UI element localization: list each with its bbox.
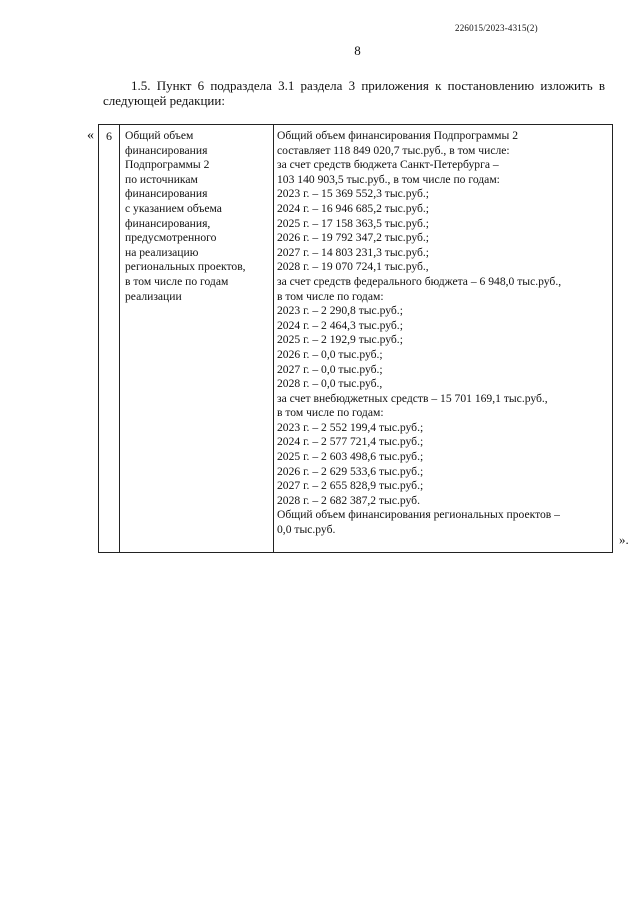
value-line: в том числе по годам: — [277, 289, 384, 303]
value-line: 2028 г. – 19 070 724,1 тыс.руб., — [277, 260, 429, 274]
label-line: реализации — [125, 289, 182, 303]
value-line: в том числе по годам: — [277, 406, 384, 420]
closing-quote-mark: ». — [619, 532, 629, 547]
table-row — [99, 125, 613, 553]
value-line: 2025 г. – 17 158 363,5 тыс.руб.; — [277, 216, 429, 230]
value-line: 2026 г. – 2 629 533,6 тыс.руб.; — [277, 464, 424, 478]
amendment-intro-paragraph: 1.5. Пункт 6 подраздела 3.1 раздела 3 приложения к постановлению изложить в следующей редакции: — [103, 78, 605, 108]
label-line: Общий объем — [125, 129, 194, 142]
value-line: за счет средств федерального бюджета – 6 948,0 тыс.руб., — [277, 274, 562, 288]
value-line: Общий объем финансирования Подпрограммы 2 — [277, 129, 519, 142]
row-number-cell: 6 — [99, 125, 120, 553]
value-line: 2026 г. – 0,0 тыс.руб.; — [277, 347, 383, 361]
value-line: 2024 г. – 2 464,3 тыс.руб.; — [277, 318, 403, 332]
value-line: 2028 г. – 0,0 тыс.руб., — [277, 377, 383, 391]
label-line: финансирования, — [125, 216, 211, 230]
value-line: 2027 г. – 14 803 231,3 тыс.руб.; — [277, 245, 429, 259]
value-line: за счет средств бюджета Санкт-Петербурга – — [277, 158, 499, 172]
value-line: составляет 118 849 020,7 тыс.руб., в том числе: — [277, 143, 510, 157]
page-number: 8 — [354, 43, 361, 58]
financing-table — [98, 124, 613, 553]
document-registration-number: 226015/2023-4315(2) — [455, 23, 538, 33]
row-value-cell — [274, 125, 613, 553]
value-line: 2023 г. – 2 290,8 тыс.руб.; — [277, 304, 403, 318]
value-line: за счет внебюджетных средств – 15 701 169,1 тыс.руб., — [277, 391, 548, 405]
label-line: региональных проектов, — [125, 260, 246, 274]
label-line: Подпрограммы 2 — [125, 158, 210, 172]
value-line: 0,0 тыс.руб. — [277, 523, 336, 537]
label-line: финансирования — [125, 143, 208, 157]
label-line: по источникам — [125, 172, 198, 186]
label-line: в том числе по годам — [125, 274, 229, 288]
label-line: предусмотренного — [125, 231, 217, 245]
value-line: 2026 г. – 19 792 347,2 тыс.руб.; — [277, 231, 429, 245]
value-line: 2025 г. – 2 603 498,6 тыс.руб.; — [277, 450, 424, 464]
value-line: 2028 г. – 2 682 387,2 тыс.руб. — [277, 493, 420, 507]
value-line: 2025 г. – 2 192,9 тыс.руб.; — [277, 333, 403, 347]
value-line: Общий объем финансирования региональных проектов – — [277, 508, 560, 522]
value-line: 2027 г. – 2 655 828,9 тыс.руб.; — [277, 479, 424, 493]
label-line: финансирования — [125, 187, 208, 201]
value-line: 2024 г. – 2 577 721,4 тыс.руб.; — [277, 435, 424, 449]
label-line: с указанием объема — [125, 201, 222, 215]
value-line: 2024 г. – 16 946 685,2 тыс.руб.; — [277, 201, 429, 215]
label-line: на реализацию — [125, 245, 199, 259]
value-line: 2027 г. – 0,0 тыс.руб.; — [277, 362, 383, 376]
value-line: 2023 г. – 2 552 199,4 тыс.руб.; — [277, 420, 424, 434]
value-line: 103 140 903,5 тыс.руб., в том числе по годам: — [277, 172, 500, 186]
row-label-cell — [120, 125, 274, 553]
value-line: 2023 г. – 15 369 552,3 тыс.руб.; — [277, 187, 429, 201]
opening-quote-mark: « — [87, 128, 94, 143]
